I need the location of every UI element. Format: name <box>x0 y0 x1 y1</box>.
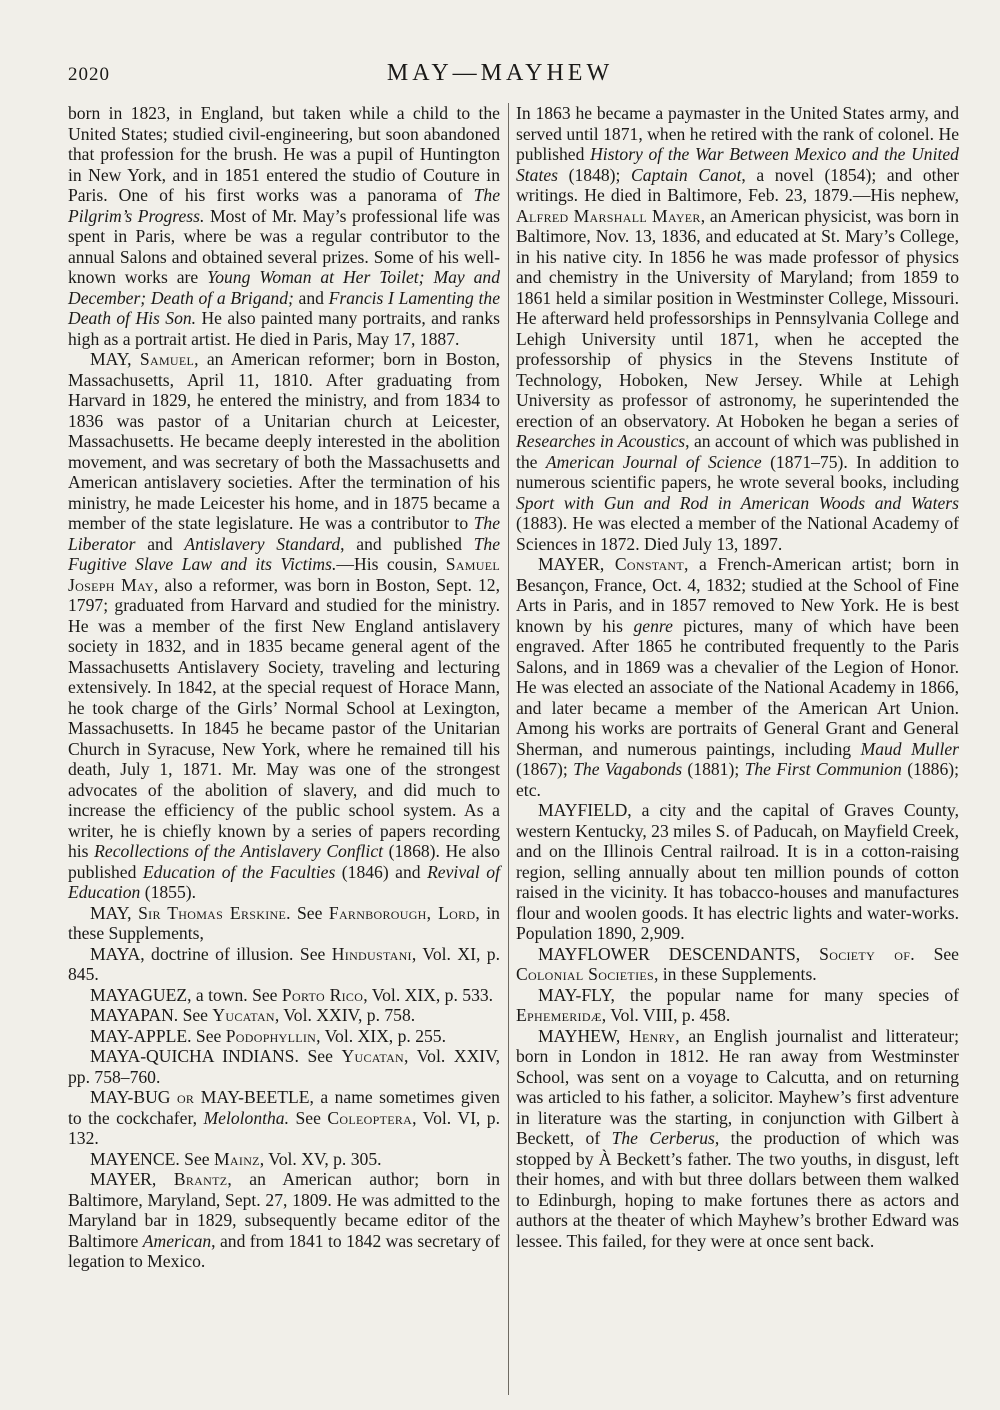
small-caps-name: Porto Rico <box>281 984 364 1005</box>
body-text: , Vol. VIII, p. 458. <box>601 1005 731 1025</box>
entry-may-edward-cont <box>68 103 500 349</box>
small-caps-name: Colonial Societies <box>516 964 654 984</box>
italic-title: Melolontha. <box>203 1107 289 1128</box>
body-text: MAYER, <box>90 1169 174 1189</box>
entry-may-bug <box>68 1087 500 1149</box>
body-text: MAYA, doctrine of illusion. See <box>90 943 332 964</box>
italic-title: Antislavery Standard <box>184 533 341 554</box>
italic-title: Researches in Acoustics <box>516 431 686 451</box>
italic-title: History of the War Between Mexico and the United States <box>516 144 959 185</box>
body-text: MAYFIELD, a city and the capital of Graves County, western Kentucky, 23 miles S. of Paducah, on Mayfield Creek, and on the Illinois Central railroad. It is in a cotton-raising region, selling annually about ten million pounds of cotton raised in the vicinity. It has tobacco-houses and manufactures flour and woolen goods. It has electric lights and water-works. Population 1890, 2,909. <box>516 800 959 943</box>
small-caps-name: Constant <box>614 554 685 574</box>
page-number: 2020 <box>68 64 110 85</box>
entry-may-samuel <box>68 349 500 903</box>
italic-title: genre <box>633 615 673 636</box>
body-text: MAY, <box>90 902 139 923</box>
body-text: . See <box>910 943 959 964</box>
italic-title: American Journal of Science <box>545 451 762 472</box>
entry-mayfield <box>516 800 959 944</box>
body-text: , Vol. XI, p. 845. <box>68 943 500 984</box>
italic-title: Sport with Gun and Rod in American Woods and Waters <box>516 492 959 513</box>
small-caps-name: Podophyllin <box>225 1025 317 1046</box>
body-text: , an account of which was published in the <box>516 431 959 472</box>
body-text: MAYA-QUICHA INDIANS. See <box>90 1046 342 1066</box>
italic-title: American <box>142 1230 212 1251</box>
body-text: MAYAPAN. See <box>90 1005 213 1025</box>
entry-mayaguez <box>68 985 500 1006</box>
small-caps-name: Henry <box>629 1025 676 1046</box>
small-caps-name: Ephemeridæ <box>516 1005 602 1025</box>
small-caps-name: Coleoptera <box>327 1107 413 1128</box>
small-caps-name: Yucatan <box>341 1046 405 1066</box>
body-text: . See <box>286 902 329 923</box>
body-text: , an American reformer; born in Boston, Massachusetts, April 11, 1810. After graduating from Harvard in 1829, he entered the ministry, and from 1834 to 1836 was pastor of a Unitarian church at Leicester, Massachusetts. He became deeply interested in the abolition movement, and was secretary of both the Massachusetts and American antislavery societies. After the termination of his ministry, he made Leicester his home, and in 1875 became a member of the state legislature. He was a contributor to <box>68 349 501 533</box>
entry-mayer-brantz <box>68 1169 500 1272</box>
body-text: , Vol. VI, p. 132. <box>68 1107 500 1148</box>
body-text: —His cousin, <box>336 554 446 574</box>
body-text: MAY-FLY, the popular name for many species of <box>538 984 959 1005</box>
small-caps-name: Samuel Joseph May <box>68 554 500 595</box>
body-text: MAYAGUEZ, a town. See <box>90 984 282 1005</box>
body-text: MAY, <box>90 349 140 369</box>
small-caps-name: Brantz <box>173 1169 228 1189</box>
body-text: (1886); etc. <box>516 759 959 800</box>
entry-maya <box>68 944 500 985</box>
entry-may-sir-thomas <box>68 903 500 944</box>
entry-mayhew-henry <box>516 1026 959 1252</box>
italic-title: Francis I Lamenting the Death of His Son. <box>68 287 501 328</box>
body-text: (1871–75). In addition to numerous scientific papers, he wrote several books, including <box>516 451 959 492</box>
body-text: , a French-American artist; born in Besançon, France, Oct. 4, 1832; studied at the School of Fine Arts in Paris, and in 1857 removed to New York. He is best known by his <box>516 554 960 636</box>
body-text: , an American physicist, was born in Baltimore, Nov. 13, 1836, and educated at St. Mary’s College, in his native city. In 1856 he was made professor of physics and chemistry in the University of Maryland; from 1859 to 1861 held a similar position in Westminster College, Missouri. He afterward held professorships in Pennsylvania College and Lehigh University until 1871, when he accepted the professorship of physics in the Stevens Institute of Technology, Hoboken, New Jersey. While at Lehigh University as professor of astronomy, he superintended the erection of an observatory. At Hoboken he began a series of <box>516 205 959 431</box>
small-caps-name: Mainz <box>213 1148 260 1169</box>
small-caps-name: Sir Thomas Erskine <box>138 902 287 923</box>
body-text: , an American author; born in Baltimore, Maryland, Sept. 27, 1809. He was admitted to the Maryland bar in 1829, subsequently became editor of the Baltimore <box>68 1169 501 1251</box>
body-text: , and from 1841 to 1842 was secretary of legation to Mexico. <box>68 1230 500 1271</box>
body-text: MAY-APPLE. See <box>90 1025 226 1046</box>
body-text: He also painted many portraits, and ranks high as a portrait artist. He died in Paris, May 17, 1887. <box>68 308 500 349</box>
body-text: pictures, many of which have been engraved. After 1865 he contributed frequently to the Paris Salons, and in 1869 was a chevalier of the Legion of Honor. He was elected an associate of the National Academy in 1866, and later became a member of the American Art Union. Among his works are portraits of General Grant and General Sherman, and numerous paintings, including <box>516 615 959 759</box>
body-text: (1868). He also published <box>68 841 500 882</box>
italic-title: The Fugitive Slave Law and its Victims. <box>68 533 501 574</box>
body-text: In 1863 he became a paymaster in the United States army, and served until 1871, when he retired with the rank of colonel. He published <box>516 103 959 164</box>
entry-may-fly <box>516 985 959 1026</box>
body-text: (1855). <box>140 882 197 902</box>
body-text: , an English journalist and litterateur; born in London in 1812. He ran away from Westminster School, was sent on a voyage to Calcutta, and on returning was articled to his father, a solicitor. Mayhew’s first adventure in literature was the starting, in conjunction with Gilbert à Beckett, of <box>516 1025 959 1148</box>
body-text: MAY-BUG <box>90 1087 177 1107</box>
body-text: , Vol. XIX, p. 533. <box>363 984 494 1005</box>
body-text: MAYHEW, <box>538 1025 630 1046</box>
italic-title: The First Communion <box>744 759 902 779</box>
italic-title: Revival of Education <box>68 861 500 902</box>
body-text: , a novel (1854); and other writings. He died in Baltimore, Feb. 23, 1879.—His nephew, <box>516 164 959 205</box>
entry-maya-quicha <box>68 1046 500 1087</box>
body-text: , Vol. XXIV, p. 758. <box>274 1005 416 1025</box>
body-text: MAYER, <box>538 554 615 574</box>
entry-mayer-brantz-cont <box>516 103 959 554</box>
body-text: , the production of which was stopped by À Beckett’s father. The two youths, in disgust, left their homes, and with but three dollars between them walked to Edinburgh, hoping to make fortunes there as actors and authors at the theater of which Mayhew’s brother Edward was lessee. This failed, for they were at once sent back. <box>516 1128 959 1251</box>
body-text: (1848); <box>558 164 632 185</box>
entry-mayence <box>68 1149 500 1170</box>
body-text: , Vol. XV, p. 305. <box>259 1148 382 1169</box>
italic-title: The Vagabonds <box>573 759 683 779</box>
body-text: , in these Supplements, <box>68 902 500 943</box>
italic-title: Education of the Faculties <box>142 861 336 882</box>
body-text: (1867); <box>516 759 574 779</box>
body-text: , and published <box>340 533 474 554</box>
body-text: , also a reformer, was born in Boston, Sept. 12, 1797; graduated from Harvard and studied for the ministry. He was a member of the first New England antislavery society in 1832, and in 1835 became general agent of the Massachusetts Antislavery Society, traveling and lecturing extensively. In 1842, at the special request of Horace Mann, he took charge of the Girls’ Normal School at Lexington, Massachusetts. In 1845 he became pastor of the Unitarian Church in Syracuse, New York, where he remained till his death, July 1, 1871. Mr. May was one of the strongest advocates of the abolition of slavery, and did much to increase the efficiency of the public school system. As a writer, he is chiefly known by a series of papers recording his <box>68 574 500 861</box>
body-text: , Vol. XIX, p. 255. <box>316 1025 446 1046</box>
small-caps-name: Yucatan <box>212 1005 275 1025</box>
body-text: born in 1823, in England, but taken while a child to the United States; studied civil-engineering, but soon abandoned that profession for the brush. He was a pupil of Huntington in New York, and in 1851 entered the studio of Couture in Paris. One of his first works was a panorama of <box>68 103 500 205</box>
italic-title: The Pilgrim’s Progress. <box>68 185 500 226</box>
body-text: , Vol. XXIV, pp. 758–760. <box>68 1046 500 1087</box>
italic-title: Captain Canot <box>631 164 742 185</box>
italic-title: Maud Muller <box>860 738 959 759</box>
body-text: Most of Mr. May’s professional life was spent in Paris, where be was a regular contributor to the annual Salons and obtained several prizes. Some of his well-known works are <box>68 205 500 287</box>
body-text: See <box>289 1107 328 1128</box>
body-text: (1846) and <box>335 861 428 882</box>
italic-title: Recollections of the Antislavery Conflict <box>94 841 384 861</box>
small-caps-name: Society of <box>819 943 911 964</box>
body-text: MAYFLOWER DESCENDANTS, <box>538 943 820 964</box>
small-caps-name: Samuel <box>139 349 195 369</box>
body-text: and <box>293 287 329 308</box>
entry-mayer-constant <box>516 554 959 800</box>
small-caps-name: Alfred Marshall Mayer <box>516 205 701 226</box>
right-column <box>516 103 959 1251</box>
small-caps-name: or <box>176 1087 195 1107</box>
small-caps-name: Farnborough, Lord <box>328 902 476 923</box>
italic-title: The Liberator <box>68 513 500 554</box>
body-text: and <box>135 533 185 554</box>
italic-title: Young Woman at Her Toilet; May and December; Death of a Brigand; <box>68 267 500 308</box>
entry-may-apple <box>68 1026 500 1047</box>
entry-mayflower-descendants <box>516 944 959 985</box>
body-text: MAYENCE. See <box>90 1148 214 1169</box>
italic-title: The Cerberus <box>611 1128 715 1148</box>
running-head: MAY—MAYHEW <box>386 60 614 86</box>
body-text: (1881); <box>682 759 745 779</box>
body-text: MAY-BEETLE, a name sometimes given to the cockchafer, <box>68 1087 500 1128</box>
body-text: (1883). He was elected a member of the National Academy of Sciences in 1872. Died July 13, 1897. <box>516 513 959 554</box>
column-rule <box>508 103 509 1395</box>
body-text: , in these Supplements. <box>653 964 817 984</box>
entry-mayapan <box>68 1005 500 1026</box>
small-caps-name: Hindustani <box>331 943 412 964</box>
left-column <box>68 103 500 1272</box>
